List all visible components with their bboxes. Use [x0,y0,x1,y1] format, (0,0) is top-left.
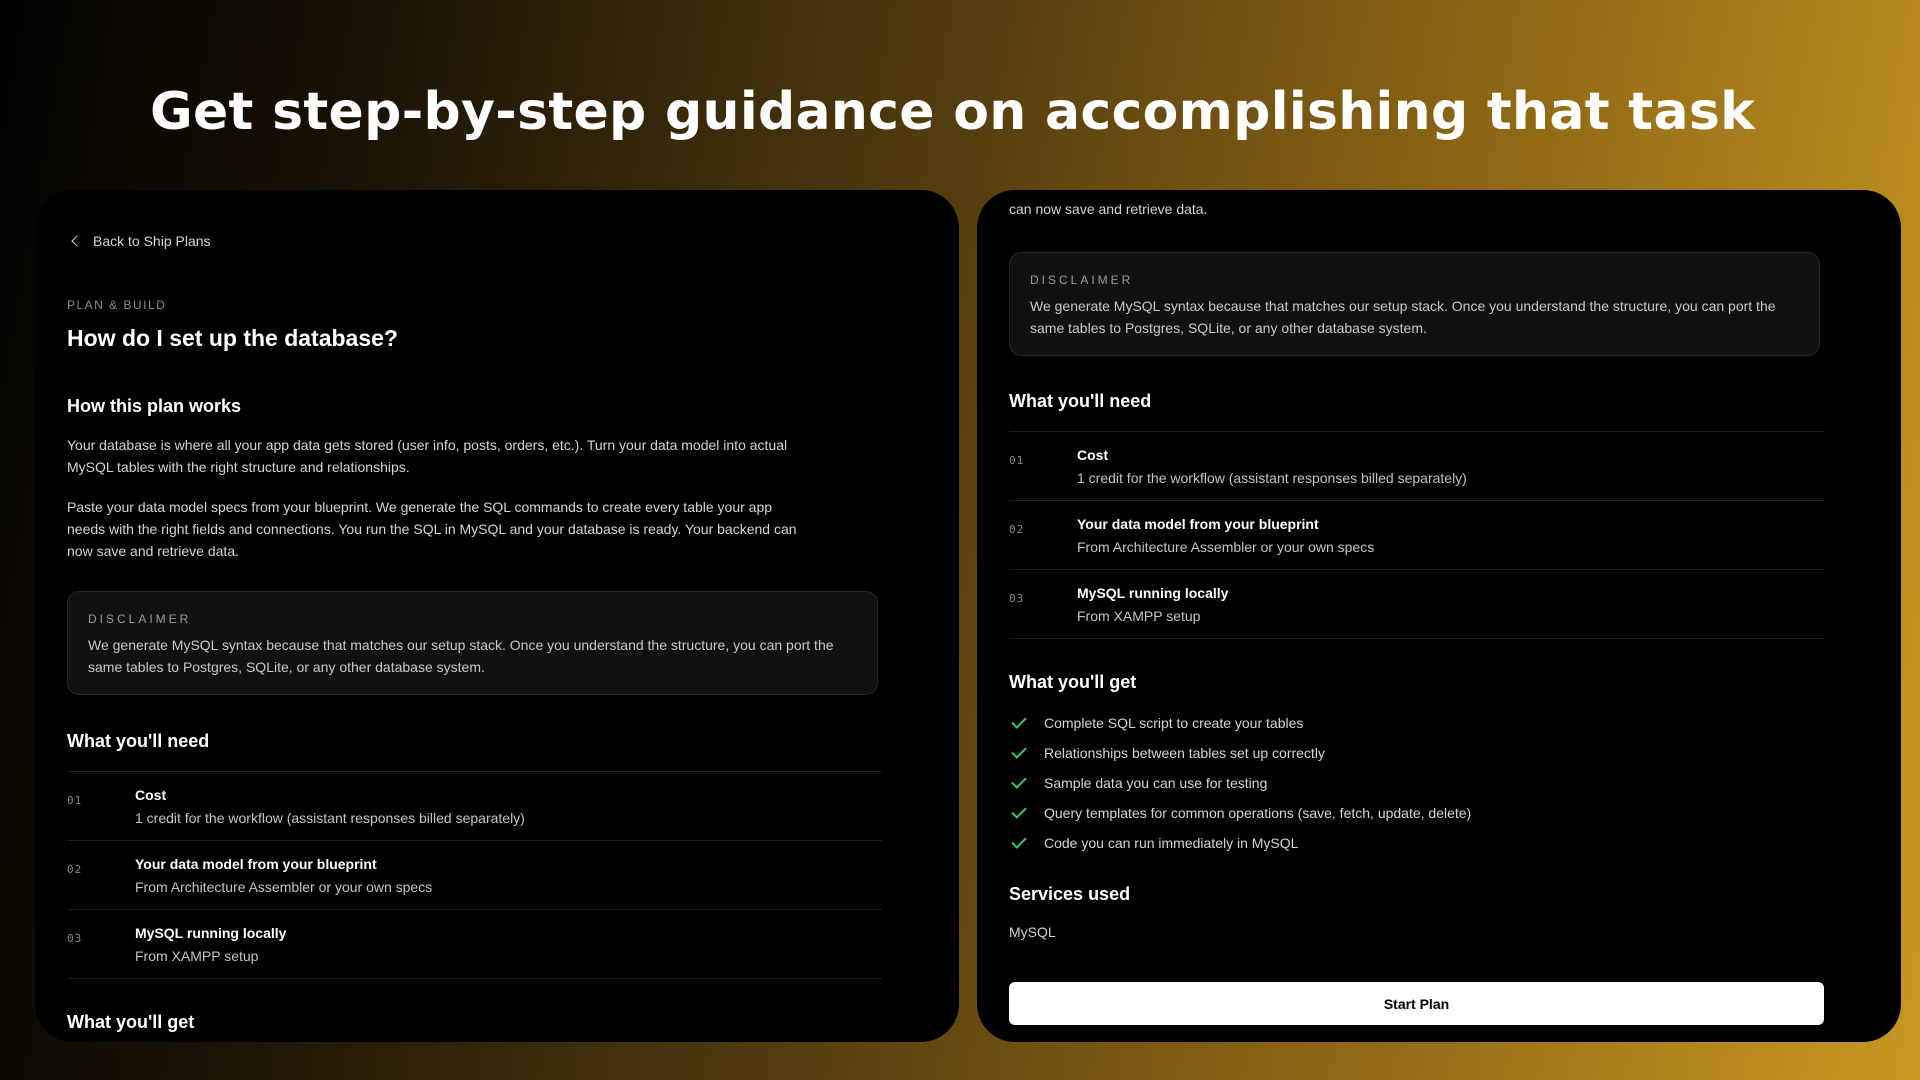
paragraph-fragment: can now save and retrieve data. [1009,201,1208,217]
deliverable-text: Relationships between tables set up correctly [1044,745,1325,761]
deliverable-text: Query templates for common operations (save, fetch, update, delete) [1044,805,1472,821]
deliverable-item [1009,768,1824,798]
check-icon [1011,713,1027,729]
deliverable-item [1009,708,1824,738]
check-icon [1011,803,1027,819]
page-title: How do I set up the database? [67,325,398,351]
need-title: Cost [135,787,167,803]
services-used-heading: Services used [1009,884,1131,904]
how-paragraph-1: Your database is where all your app data gets stored (user info, posts, orders, etc.). Turn your data model into actual MySQL tables with the right structure and relationships. [67,437,788,475]
need-number: 02 [67,863,83,876]
chevron-left-icon [71,235,82,246]
what-youll-need-heading: What you'll need [67,731,210,751]
what-youll-get-heading: What you'll get [1009,672,1137,692]
disclaimer-label: DISCLAIMER [88,612,192,626]
need-item [1009,501,1824,570]
need-title: Your data model from your blueprint [1077,516,1319,532]
need-item [67,841,882,910]
need-description: From Architecture Assembler or your own specs [1077,539,1375,555]
deliverable-item [1009,738,1824,768]
need-title: MySQL running locally [1077,585,1229,601]
how-plan-works-heading: How this plan works [67,396,242,416]
what-youll-need-heading: What you'll need [1009,391,1152,411]
need-number: 03 [67,932,83,945]
need-item [67,772,882,841]
deliverable-text: Sample data you can use for testing [1044,775,1268,791]
start-plan-button[interactable]: Start Plan [1009,982,1824,1025]
category-eyebrow: PLAN & BUILD [67,298,167,312]
back-link-label: Back to Ship Plans [93,233,211,249]
disclaimer-label: DISCLAIMER [1030,273,1134,287]
service-item: MySQL [1009,924,1056,940]
deliverable-item [1009,828,1824,858]
need-number: 01 [1009,454,1025,467]
need-title: Cost [1077,447,1109,463]
what-youll-get-heading: What you'll get [67,1012,195,1032]
need-number: 02 [1009,523,1025,536]
needs-list [1009,431,1824,639]
plan-panel-bottom [977,190,1901,1042]
need-item [1009,570,1824,639]
disclaimer-text: We generate MySQL syntax because that matches our setup stack. Once you understand the structure, you can port the same tables to Postgres, SQLite, or any other database system. [1030,298,1776,336]
need-title: Your data model from your blueprint [135,856,377,872]
deliverable-text: Complete SQL script to create your tables [1044,715,1304,731]
plan-panel-top [35,190,959,1042]
check-icon [1011,833,1027,849]
disclaimer-text: We generate MySQL syntax because that matches our setup stack. Once you understand the structure, you can port the same tables to Postgres, SQLite, or any other database system. [88,637,834,675]
need-title: MySQL running locally [135,925,287,941]
need-description: From XAMPP setup [135,948,259,964]
deliverable-text: Code you can run immediately in MySQL [1044,835,1299,851]
need-description: 1 credit for the workflow (assistant responses billed separately) [135,810,525,826]
disclaimer-box [1009,252,1820,356]
deliverables-list [1009,708,1824,858]
need-item [1009,432,1824,501]
deliverable-item [1009,798,1824,828]
back-to-ship-plans-link[interactable] [67,233,211,249]
need-description: From Architecture Assembler or your own specs [135,879,433,895]
how-paragraph-2: Paste your data model specs from your blueprint. We generate the SQL commands to create every table your app needs with the right fields and connections. You run the SQL in MySQL and your database is ready. Your backend can now save and retrieve data. [67,499,797,559]
need-number: 01 [67,794,83,807]
need-number: 03 [1009,592,1025,605]
need-description: From XAMPP setup [1077,608,1201,624]
check-icon [1011,773,1027,789]
need-item [67,910,882,979]
need-description: 1 credit for the workflow (assistant responses billed separately) [1077,470,1467,486]
page-headline: Get step-by-step guidance on accomplishing that task [149,82,1755,142]
disclaimer-box [67,591,878,695]
needs-list [67,771,882,979]
check-icon [1011,743,1027,759]
